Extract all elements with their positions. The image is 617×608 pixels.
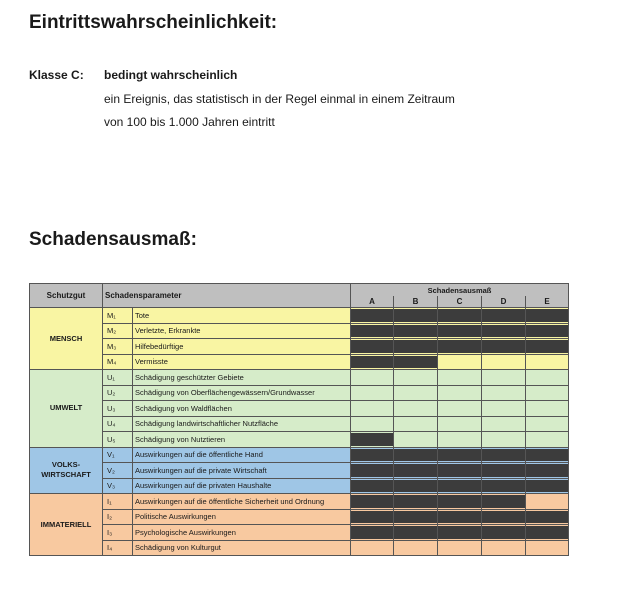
level-cell bbox=[351, 432, 394, 448]
parameter-code: I₃ bbox=[103, 525, 133, 541]
extent-bar bbox=[526, 325, 568, 338]
level-cell bbox=[438, 370, 482, 386]
extent-bar bbox=[482, 309, 526, 322]
level-cell bbox=[482, 370, 526, 386]
level-cell bbox=[438, 494, 482, 510]
parameter-code: U₁ bbox=[103, 370, 133, 386]
level-b: B bbox=[394, 296, 438, 308]
table-row bbox=[30, 323, 569, 339]
parameter-code: M₂ bbox=[103, 323, 133, 339]
extent-bar bbox=[482, 526, 526, 539]
level-cell bbox=[438, 478, 482, 494]
extent-bar bbox=[394, 449, 438, 462]
level-cell bbox=[438, 525, 482, 541]
level-cell bbox=[482, 416, 526, 432]
level-cell bbox=[438, 308, 482, 324]
level-cell bbox=[526, 447, 569, 463]
level-cell bbox=[482, 432, 526, 448]
extent-bar bbox=[351, 526, 394, 539]
parameter-label: Schädigung landwirtschaftlicher Nutzfläche bbox=[133, 416, 351, 432]
level-cell bbox=[351, 494, 394, 510]
parameter-label: Hilfebedürftige bbox=[133, 339, 351, 355]
level-cell bbox=[351, 416, 394, 432]
extent-bar bbox=[526, 480, 568, 493]
extent-bar bbox=[351, 511, 394, 524]
extent-bar bbox=[438, 340, 482, 353]
level-cell bbox=[394, 432, 438, 448]
level-cell bbox=[526, 354, 569, 370]
parameter-label: Schädigung von Waldflächen bbox=[133, 401, 351, 417]
level-cell bbox=[482, 354, 526, 370]
level-cell bbox=[526, 401, 569, 417]
level-cell bbox=[482, 339, 526, 355]
level-cell bbox=[394, 370, 438, 386]
level-cell bbox=[438, 401, 482, 417]
klasse-line-3: von 100 bis 1.000 Jahren eintritt bbox=[104, 115, 275, 129]
level-d: D bbox=[482, 296, 526, 308]
header-schutzgut: Schutzgut bbox=[30, 284, 103, 308]
table-row bbox=[30, 339, 569, 355]
extent-bar bbox=[351, 495, 394, 508]
table-row bbox=[30, 432, 569, 448]
level-cell bbox=[482, 509, 526, 525]
level-cell bbox=[482, 525, 526, 541]
extent-bar bbox=[394, 526, 438, 539]
parameter-label: Vermisste bbox=[133, 354, 351, 370]
title-eintrittswahrscheinlichkeit: Eintrittswahrscheinlichkeit: bbox=[29, 12, 278, 33]
extent-bar bbox=[351, 309, 394, 322]
level-cell bbox=[394, 416, 438, 432]
level-cell bbox=[482, 385, 526, 401]
level-cell bbox=[526, 525, 569, 541]
level-cell bbox=[526, 370, 569, 386]
parameter-label: Schädigung von Nutztieren bbox=[133, 432, 351, 448]
level-cell bbox=[438, 416, 482, 432]
parameter-code: U₃ bbox=[103, 401, 133, 417]
extent-bar bbox=[351, 433, 393, 446]
parameter-code: M₁ bbox=[103, 308, 133, 324]
parameter-label: Verletzte, Erkrankte bbox=[133, 323, 351, 339]
klasse-label: Klasse C: bbox=[29, 68, 84, 82]
level-cell bbox=[526, 478, 569, 494]
extent-bar bbox=[394, 340, 438, 353]
extent-bar bbox=[438, 325, 482, 338]
level-cell bbox=[482, 494, 526, 510]
parameter-code: M₄ bbox=[103, 354, 133, 370]
level-cell bbox=[351, 540, 394, 556]
extent-bar bbox=[394, 309, 438, 322]
level-cell bbox=[351, 401, 394, 417]
level-cell bbox=[438, 323, 482, 339]
extent-bar bbox=[394, 356, 437, 369]
level-e: E bbox=[526, 296, 569, 308]
schutzgut-group: VOLKS- WIRTSCHAFT bbox=[30, 447, 103, 494]
parameter-code: I₄ bbox=[103, 540, 133, 556]
extent-bar bbox=[438, 449, 482, 462]
header-schadensparameter: Schadensparameter bbox=[103, 284, 351, 308]
table-row bbox=[30, 370, 569, 386]
level-cell bbox=[351, 323, 394, 339]
parameter-code: V₁ bbox=[103, 447, 133, 463]
level-cell bbox=[526, 416, 569, 432]
level-cell bbox=[438, 509, 482, 525]
level-cell bbox=[351, 525, 394, 541]
extent-bar bbox=[394, 495, 438, 508]
level-cell bbox=[394, 478, 438, 494]
extent-bar bbox=[482, 480, 526, 493]
extent-bar bbox=[526, 309, 568, 322]
parameter-code: I₂ bbox=[103, 509, 133, 525]
extent-bar bbox=[394, 511, 438, 524]
extent-bar bbox=[526, 511, 568, 524]
parameter-label: Schädigung geschützter Gebiete bbox=[133, 370, 351, 386]
extent-bar bbox=[438, 526, 482, 539]
level-cell bbox=[526, 339, 569, 355]
level-cell bbox=[394, 463, 438, 479]
level-cell bbox=[438, 540, 482, 556]
level-cell bbox=[526, 494, 569, 510]
level-cell bbox=[351, 385, 394, 401]
level-cell bbox=[438, 385, 482, 401]
level-cell bbox=[526, 463, 569, 479]
parameter-label: Auswirkungen auf die öffentliche Hand bbox=[133, 447, 351, 463]
klasse-line-1: bedingt wahrscheinlich bbox=[104, 68, 238, 82]
parameter-code: U₅ bbox=[103, 432, 133, 448]
level-cell bbox=[438, 447, 482, 463]
level-cell bbox=[482, 478, 526, 494]
extent-bar bbox=[482, 464, 526, 477]
schutzgut-group: UMWELT bbox=[30, 370, 103, 448]
level-cell bbox=[526, 432, 569, 448]
level-cell bbox=[394, 354, 438, 370]
header-schadensausmass: Schadensausmaß bbox=[351, 284, 569, 297]
level-cell bbox=[526, 509, 569, 525]
extent-bar bbox=[526, 464, 568, 477]
extent-bar bbox=[526, 340, 568, 353]
level-cell bbox=[526, 308, 569, 324]
level-cell bbox=[351, 463, 394, 479]
level-cell bbox=[351, 447, 394, 463]
parameter-label: Politische Auswirkungen bbox=[133, 509, 351, 525]
parameter-label: Auswirkungen auf die privaten Haushalte bbox=[133, 478, 351, 494]
parameter-label: Psychologische Auswirkungen bbox=[133, 525, 351, 541]
extent-bar bbox=[438, 495, 482, 508]
extent-bar bbox=[438, 464, 482, 477]
parameter-label: Schädigung von Oberflächengewässern/Grundwasser bbox=[133, 385, 351, 401]
level-cell bbox=[394, 509, 438, 525]
extent-bar bbox=[438, 511, 482, 524]
level-c: C bbox=[438, 296, 482, 308]
extent-bar bbox=[351, 480, 394, 493]
parameter-label: Auswirkungen auf die private Wirtschaft bbox=[133, 463, 351, 479]
level-cell bbox=[351, 370, 394, 386]
klasse-line-2: ein Ereignis, das statistisch in der Regel einmal in einem Zeitraum bbox=[104, 92, 455, 106]
level-cell bbox=[482, 308, 526, 324]
title-schadensausmass: Schadensausmaß: bbox=[29, 229, 197, 250]
schadensausmass-table bbox=[29, 283, 569, 556]
level-cell bbox=[394, 447, 438, 463]
extent-bar bbox=[394, 464, 438, 477]
table-row bbox=[30, 385, 569, 401]
extent-bar bbox=[482, 495, 525, 508]
extent-bar bbox=[351, 464, 394, 477]
level-cell bbox=[482, 323, 526, 339]
level-cell bbox=[351, 509, 394, 525]
parameter-code: V₃ bbox=[103, 478, 133, 494]
extent-bar bbox=[394, 480, 438, 493]
level-cell bbox=[394, 525, 438, 541]
schutzgut-group: IMMATERIELL bbox=[30, 494, 103, 556]
extent-bar bbox=[351, 449, 394, 462]
extent-bar bbox=[526, 449, 568, 462]
level-cell bbox=[394, 323, 438, 339]
extent-bar bbox=[438, 480, 482, 493]
level-cell bbox=[482, 447, 526, 463]
level-cell bbox=[394, 540, 438, 556]
level-cell bbox=[394, 308, 438, 324]
parameter-code: M₃ bbox=[103, 339, 133, 355]
level-cell bbox=[351, 308, 394, 324]
level-cell bbox=[526, 540, 569, 556]
level-cell bbox=[438, 432, 482, 448]
extent-bar bbox=[351, 340, 394, 353]
level-cell bbox=[526, 323, 569, 339]
table-row bbox=[30, 540, 569, 556]
level-cell bbox=[438, 339, 482, 355]
extent-bar bbox=[482, 511, 526, 524]
schutzgut-group: MENSCH bbox=[30, 308, 103, 370]
table-row bbox=[30, 463, 569, 479]
parameter-label: Auswirkungen auf die öffentliche Sicherheit und Ordnung bbox=[133, 494, 351, 510]
table-row bbox=[30, 509, 569, 525]
parameter-label: Schädigung von Kulturgut bbox=[133, 540, 351, 556]
level-cell bbox=[526, 385, 569, 401]
parameter-code: U₂ bbox=[103, 385, 133, 401]
extent-bar bbox=[482, 449, 526, 462]
level-cell bbox=[351, 354, 394, 370]
level-cell bbox=[394, 494, 438, 510]
level-cell bbox=[482, 463, 526, 479]
level-cell bbox=[482, 540, 526, 556]
extent-bar bbox=[351, 325, 394, 338]
parameter-code: I₁ bbox=[103, 494, 133, 510]
table-row bbox=[30, 478, 569, 494]
level-cell bbox=[438, 354, 482, 370]
table-row bbox=[30, 447, 569, 463]
parameter-code: V₂ bbox=[103, 463, 133, 479]
level-cell bbox=[351, 339, 394, 355]
table-row bbox=[30, 308, 569, 324]
table-row bbox=[30, 401, 569, 417]
extent-bar bbox=[394, 325, 438, 338]
extent-bar bbox=[526, 526, 568, 539]
level-cell bbox=[351, 478, 394, 494]
table-row bbox=[30, 525, 569, 541]
table-row bbox=[30, 416, 569, 432]
table-row bbox=[30, 494, 569, 510]
parameter-code: U₄ bbox=[103, 416, 133, 432]
extent-bar bbox=[351, 356, 394, 369]
extent-bar bbox=[482, 325, 526, 338]
level-cell bbox=[438, 463, 482, 479]
level-cell bbox=[394, 385, 438, 401]
level-cell bbox=[394, 401, 438, 417]
extent-bar bbox=[482, 340, 526, 353]
extent-bar bbox=[438, 309, 482, 322]
level-a: A bbox=[351, 296, 394, 308]
level-cell bbox=[482, 401, 526, 417]
level-cell bbox=[394, 339, 438, 355]
parameter-label: Tote bbox=[133, 308, 351, 324]
table-row bbox=[30, 354, 569, 370]
